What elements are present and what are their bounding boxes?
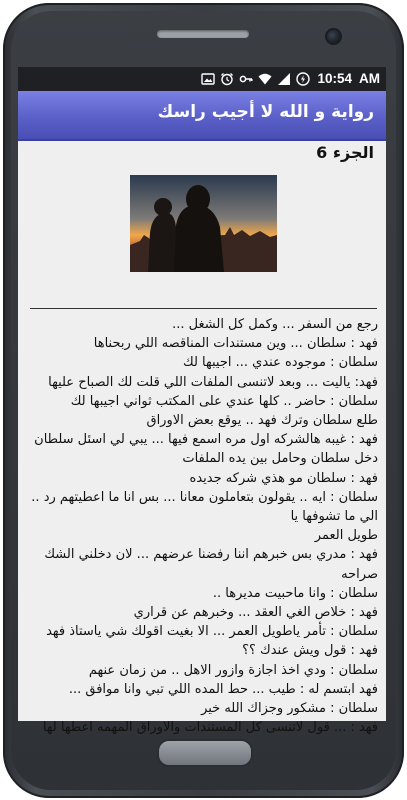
app-bar [18,91,386,141]
story-content[interactable] [18,141,386,736]
story-line: فهد : سلطان مو هذي شركه جديده [189,470,378,486]
alarm-icon [220,72,234,86]
status-am-pm: AM [359,71,380,86]
image-icon [201,72,215,86]
story-line: فهد : غيبه هالشركه اول مره اسمع فيها ... يبي لي اسئل سلطان [34,432,378,448]
app-title: رواية و الله لا أجيب راسك [157,102,374,122]
wifi-icon [258,72,272,86]
battery-icon [296,72,310,86]
story-line: فهد : سلطان ... وين مستندات المناقصه اللي ربحناها [93,336,378,352]
home-button[interactable] [157,739,253,767]
story-line: فهد: ياليت ... وبعد لاتنسى الملفات اللي قلت لك الصباح عليها [48,374,378,390]
key-icon [239,72,253,86]
story-line: طلع سلطان وترك فهد .. يوقع بعض الاوراق [146,413,378,429]
story-line: الي ما تشوفها يا [290,509,378,525]
signal-icon [277,72,291,86]
story-line: دخل سلطان وحامل بين يده الملفات [182,451,378,467]
story-line: رجع من السفر ... وكمل كل الشغل ... [172,317,378,332]
story-text [22,315,378,737]
story-line: سلطان : تأمر ياطويل العمر ... الا بغيت اقولك شي ياستاذ فهد [46,624,378,640]
divider [30,308,377,309]
story-line: فهد ابتسم له : طيب ... حط المده اللي تبي وانا موافق ... [68,681,378,697]
status-time: 10:54 [317,71,352,86]
story-line: سلطان : حاضر .. كلها عندي على المكتب ثواني اجيبها لك [70,393,378,409]
story-line: فهد : خلاص الغي العقد ... وخبرهم عن قراري [133,605,378,621]
device-screen [18,67,386,736]
status-bar [18,67,386,91]
chapter-title: الجزء 6 [316,143,374,162]
earpiece-speaker [157,30,249,38]
story-line: سلطان : وانا ماحبيت مديرها .. [212,585,378,601]
story-line: فهد : قول ويش عندك ؟؟ [242,643,378,659]
story-line: سلطان : ايه .. يقولون بتعاملون معانا ... بس انا ما اعطيتهم رد .. [31,489,378,505]
story-line: صراحه [341,566,378,582]
story-line: فهد : ... قول لاتنسى كل المستندات والاوراق المهمه اعطها لها [42,720,378,736]
cover-image [130,175,277,272]
story-line: سلطان : موجوده عندي ... اجيبها لك [182,355,378,371]
story-line: سلطان : ودي اخذ اجازة وازور الاهل .. من زمان عنهم [88,662,378,678]
story-line: فهد : مدري بس خبرهم اننا رفضنا عرضهم ... لان دخلني الشك [44,547,378,563]
story-line: سلطان : مشكور وجزاك الله خير [201,701,378,717]
story-line: طويل العمر [314,528,378,544]
front-camera [325,28,342,45]
